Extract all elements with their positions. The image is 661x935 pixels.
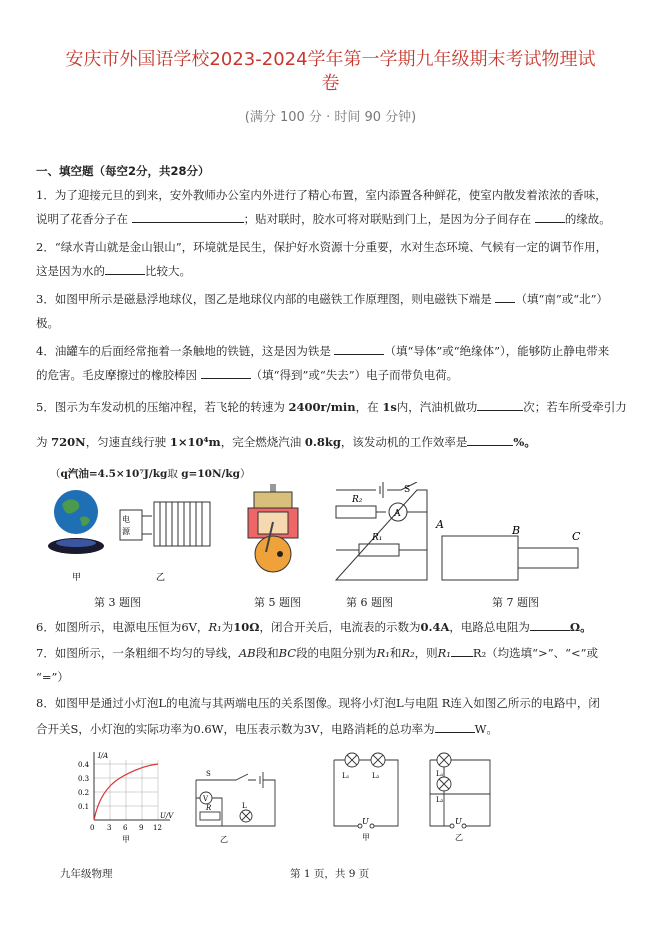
q5-mass: 0.8kg: [304, 435, 341, 449]
q5-line-3: [50, 467, 251, 481]
q1-line-2: [36, 212, 611, 226]
fig3-caption: 第 3 题图: [94, 596, 141, 609]
q7-text-a: 7．如图所示，一条粗细不均匀的导线，: [36, 646, 239, 660]
q5-text-e: 为: [36, 435, 52, 449]
q5-blank-1[interactable]: [477, 400, 523, 411]
q7-r1-b: R₁: [437, 646, 451, 660]
fig8-lamp-label: L: [242, 802, 247, 810]
q6-current: 0.4A: [420, 620, 450, 634]
q7-text-c: 段的电阻分别为: [296, 646, 377, 660]
q5-paren-open: （: [50, 468, 61, 480]
q5-distance: 1×10⁴m: [169, 435, 221, 449]
q5-text-a: 5．图示为车发动机的压缩冲程，若飞轮的转速为: [36, 400, 289, 414]
iu-y-axis-label: I/A: [98, 752, 109, 760]
q4-text-b: （填“导体”或“绝缘体”），能够防止静电带来: [384, 344, 610, 358]
q7-ab: AB: [238, 646, 256, 660]
q8-text-b: W。: [474, 722, 498, 736]
iu-y-tick-3: 0.2: [78, 789, 90, 797]
fig7-caption: 第 7 题图: [492, 596, 539, 609]
page-subtitle: (满分 100 分 · 时间 90 分钟): [244, 110, 417, 125]
q5-text-i: %。: [513, 435, 536, 449]
q6-text-c: ，闭合开关后，电流表的示数为: [259, 620, 421, 634]
q5-text-f: ，匀速直线行驶: [85, 435, 170, 449]
q5-text-c: 内，汽油机做功: [396, 400, 478, 414]
iu-x-tick-3: 6: [123, 824, 128, 832]
q5-blank-2[interactable]: [467, 435, 513, 446]
q1-line-1: 1．为了迎接元旦的到来，安外教师办公室内外进行了精心布置，室内添置各种鲜花，使室内散发着浓浓的香味，: [36, 188, 607, 202]
fig9-jia-label: 甲: [362, 833, 370, 842]
q5-take: 取: [167, 468, 182, 480]
fig8-switch-label: S: [206, 770, 211, 778]
q1-blank-1[interactable]: [132, 212, 244, 223]
engine-cylinder-diagram: [248, 484, 298, 572]
iu-y-tick-4: 0.1: [78, 803, 90, 811]
iu-graph: [94, 752, 170, 820]
fig6-r1-label: R₁: [372, 533, 383, 543]
fig10-u-label: U: [455, 817, 462, 826]
page-title: [0, 48, 661, 96]
q5-text-b: ，在: [355, 400, 383, 414]
q4-blank-2[interactable]: [201, 368, 251, 379]
fig3-box-top: 电: [122, 515, 130, 524]
q4-line-2: [36, 368, 458, 382]
fig8-resistor-label: R: [206, 804, 212, 812]
q6-text-e: Ω。: [569, 620, 592, 634]
q6-blank[interactable]: [530, 620, 570, 631]
q5-text-g: ，完全燃烧汽油: [220, 435, 305, 449]
q5-paren-close: ）: [240, 468, 251, 480]
q1-blank-2[interactable]: [535, 212, 565, 223]
q5-gravity: g=10N/kg: [181, 468, 240, 480]
fig3-yi-label: 乙: [156, 573, 166, 583]
q6-line: [36, 620, 592, 634]
maglev-globe-image: [48, 490, 104, 554]
q8-line-2: [36, 722, 498, 736]
q3-line-1: [36, 292, 608, 306]
q5-time: 1s: [382, 400, 397, 414]
q1-text-c: 的缘故。: [564, 212, 611, 226]
q7-bc: BC: [278, 646, 297, 660]
q8-blank[interactable]: [435, 722, 475, 733]
iu-graph-label: 甲: [122, 835, 130, 844]
q5-speed: 2400r/min: [288, 400, 356, 414]
q1-text-b: ；贴对联时，胶水可将对联贴到门上，是因为分子间存在: [243, 212, 535, 226]
q7-blank[interactable]: [451, 646, 473, 657]
q4-text-a: 4．油罐车的后面经常拖着一条触地的铁链，这是因为铁是: [36, 344, 335, 358]
q7-r1: R₁: [376, 646, 390, 660]
q4-blank-1[interactable]: [334, 344, 384, 355]
q2-line-2: [36, 264, 191, 278]
title-line-2: 卷: [321, 73, 340, 94]
q8-line-1: 8．如图甲是通过小灯泡L的电流与其两端电压的关系图像。现将小灯泡L与电阻 R连入如图乙所示的电路中，闭: [36, 696, 600, 710]
q6-text-b: 为: [221, 620, 234, 634]
q2-line-1: 2．“绿水青山就是金山银山”，环境就是民生，保护好水资源十分重要，水对生态环境、气候有一定的调节作用，: [36, 240, 608, 254]
figures-row-1: [36, 482, 626, 592]
q7-text-d: 和: [389, 646, 402, 660]
q5-text-d: 次；若车所受牵引力: [523, 400, 627, 414]
q2-text-b: 比较大。: [145, 264, 191, 278]
fig7-b-label: B: [512, 524, 521, 537]
fig7-c-label: C: [572, 530, 581, 543]
title-line-1: 安庆市外国语学校2023-2024学年第一学期九年级期末考试物理试: [65, 49, 596, 70]
q4-text-d: （填“得到”或“失去”）电子而带负电荷。: [250, 368, 459, 382]
fig7-a-label: A: [436, 518, 444, 531]
q4-text-c: 的危害。毛皮摩擦过的橡胶棒因: [36, 368, 201, 382]
iu-x-axis-label: U/V: [160, 812, 174, 820]
q7-r2: R₂: [401, 646, 415, 660]
fig6-ammeter-label: A: [394, 509, 401, 519]
section-heading: 一、填空题（每空2分，共28分）: [36, 164, 210, 178]
q5-heat-value: q汽油=4.5×10⁷J/kg: [60, 468, 168, 480]
q5-force: 720N: [51, 435, 86, 449]
q6-r1: R₁: [208, 620, 222, 634]
q5-line-2: [36, 435, 536, 449]
q7-line-1: [36, 646, 598, 660]
q7-line-2: “=”）: [36, 670, 69, 684]
q8-text-a: 合开关S，小灯泡的实际功率为0.6W，电压表示数为3V，电路消耗的总功率为: [36, 722, 435, 736]
fig9-u-label: U: [362, 817, 369, 826]
footer-subject: 九年级物理: [60, 868, 113, 880]
q6-text-a: 6．如图所示，电源电压恒为6V，: [36, 620, 209, 634]
q1-text-a: 说明了花香分子在: [36, 212, 132, 226]
iu-y-tick-2: 0.3: [78, 775, 90, 783]
iu-x-tick-1: 0: [90, 824, 95, 832]
q7-text-b: 段和: [255, 646, 279, 660]
q2-blank[interactable]: [105, 264, 145, 275]
q3-line-2: 极。: [36, 316, 59, 330]
iu-x-tick-4: 9: [139, 824, 144, 832]
fig8-yi-label: 乙: [220, 835, 228, 844]
fig7-conductor: [442, 536, 578, 580]
q3-text-b: （填“南”或“北”）: [515, 292, 608, 306]
q2-text-a: 这是因为水的: [36, 264, 105, 278]
q5-text-h: ，该发动机的工作效率是: [340, 435, 468, 449]
q7-text-e: ，则: [414, 646, 438, 660]
iu-x-tick-2: 3: [107, 824, 112, 832]
q7-text-f: R₂（均选填“>”、“<”或: [472, 646, 598, 660]
q3-blank[interactable]: [495, 292, 515, 303]
fig5-caption: 第 5 题图: [254, 596, 301, 609]
electromagnet-diagram: [120, 502, 210, 546]
fig9-l2-label: L₂: [372, 772, 380, 780]
iu-x-tick-5: 12: [153, 824, 162, 832]
fig10-yi-label: 乙: [455, 833, 463, 842]
iu-y-tick-1: 0.4: [78, 761, 90, 769]
fig8-voltmeter-label: V: [203, 795, 209, 803]
fig10-l1-label: L₁: [436, 770, 444, 778]
q6-text-d: ，电路总电阻为: [449, 620, 530, 634]
q6-resistance: 10Ω: [233, 620, 260, 634]
figures-row-2: [60, 750, 500, 850]
fig6-caption: 第 6 题图: [346, 596, 393, 609]
q3-text-a: 3．如图甲所示是磁悬浮地球仪，图乙是地球仪内部的电磁铁工作原理图，则电磁铁下端是: [36, 292, 496, 306]
footer-page-number: 第 1 页，共 9 页: [290, 868, 370, 880]
q4-line-1: [36, 344, 609, 358]
fig6-circuit: [336, 482, 428, 580]
fig6-r2-label: R₂: [352, 495, 363, 505]
fig10-l2-label: L₂: [436, 796, 444, 804]
fig3-box-bottom: 源: [122, 527, 130, 536]
q5-line-1: [36, 400, 627, 414]
fig9-l1-label: L₁: [342, 772, 350, 780]
fig3-jia-label: 甲: [72, 573, 82, 583]
fig6-switch-label: S: [404, 485, 411, 495]
